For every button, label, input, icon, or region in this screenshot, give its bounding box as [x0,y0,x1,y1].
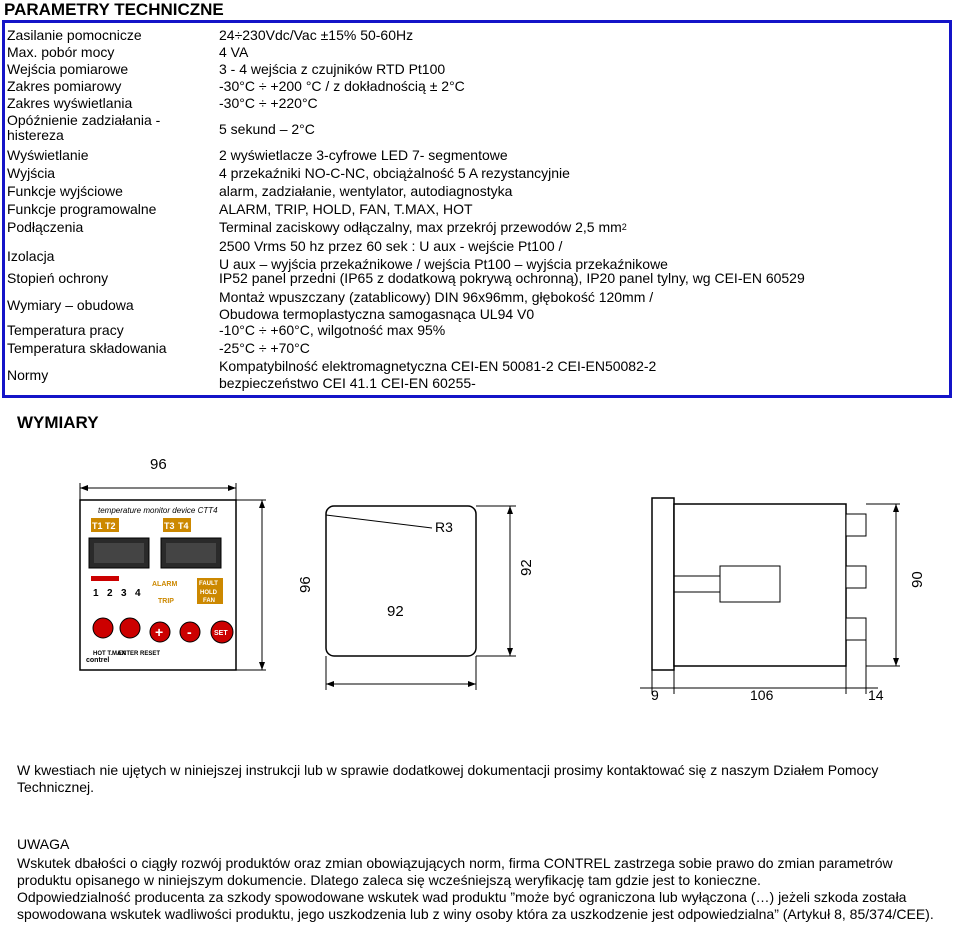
trip-label: TRIP [158,598,174,605]
spec-label: Wyjścia [7,165,56,181]
spec-label: Wyświetlanie [7,147,89,163]
spec-value: -10°C ÷ +60°C, wilgotność max 95% [219,322,446,338]
spec-table [2,20,952,398]
display-screen [166,543,216,563]
spec-label: Funkcje wyjściowe [7,183,123,199]
arrow-icon [259,662,265,670]
spec-value: Montaż wpuszczany (zatablicowy) DIN 96x96mm, głębokość 120mm / [219,289,654,305]
spec-value: 5 sekund – 2°C [219,121,315,137]
spec-value: -30°C ÷ +220°C [219,95,318,111]
hot-tmax-button [93,618,113,638]
side-bezel [652,498,674,670]
dim-depth-a: 9 [651,687,659,703]
spec-label: Max. pobór mocy [7,44,115,60]
brand-logo: contrel [86,657,110,664]
arrow-icon [893,504,899,512]
spec-row [7,290,947,324]
t-label: T1 [92,521,103,531]
spec-value: 3 - 4 wejścia z czujników RTD Pt100 [219,61,446,77]
enter-reset-button [120,618,140,638]
spec-value: 24÷230Vdc/Vac ±15% 50-60Hz [219,27,414,43]
terminal-block [846,566,866,588]
warning-text-2: Odpowiedzialność producenta za szkody spowodowane wskutek wad produktu ”może być ograniczona lub wyłączona (…) jeżeli szkoda została spowodowana wskutek wadliwości produktu, jego uszkodzenia lub z winy osoby która za uszkodzenie jest odpowiedzialna” (Artykuł 8, 85/374/CEE). [17,889,934,922]
panel-cutout [326,506,476,656]
spec-value-sup: 2 [621,222,627,232]
arrow-icon [80,485,88,491]
indicator-bar [91,576,119,581]
spec-value [219,220,947,235]
spec-value: 2500 Vrms 50 hz przez 60 sek : U aux - wejście Pt100 / [219,238,563,254]
dim-cutout-width: 92 [387,603,404,620]
dimension-drawing [70,448,940,708]
button-label: HOT T.MAX [93,651,126,657]
t-label: T4 [178,521,189,531]
output-number: 1 [93,588,99,599]
button-label: ENTER RESET [118,651,161,657]
side-clip [720,566,780,602]
output-number: 2 [107,588,113,599]
spec-row [7,359,947,393]
warning-heading: UWAGA [17,836,70,852]
spec-value-text: Terminal zaciskowy odłączalny, max przekrój przewodów 2,5 mm [219,219,622,235]
button-label: SET [214,630,228,637]
output-number: 3 [121,588,127,599]
terminal-block [846,618,866,640]
spec-value: -25°C ÷ +70°C [219,340,310,356]
spec-value: 2 wyświetlacze 3-cyfrowe LED 7- segmentowe [219,147,508,163]
spec-label: Podłączenia [7,219,84,235]
spec-label: Wejścia pomiarowe [7,61,129,77]
spec-label: Funkcje programowalne [7,201,157,217]
hold-label: HOLD [200,590,217,596]
fan-label: FAN [203,598,215,604]
display-screen [94,543,144,563]
contact-note: W kwestiach nie ujętych w niniejszej instrukcji lub w sprawie dodatkowej dokumentacji prosimy kontaktować się z naszym Działem Pomocy Technicznej. [17,762,879,795]
spec-value: -30°C ÷ +200 °C / z dokładnością ± 2°C [219,78,465,94]
unit-label: °C [150,552,161,562]
spec-label: Wymiary – obudowa [7,297,134,313]
spec-label: Zakres wyświetlania [7,95,133,111]
alarm-label: ALARM [152,581,178,588]
terminal-block [846,514,866,536]
arrow-icon [893,658,899,666]
t-label: T3 [164,521,175,531]
dim-cutout-height: 92 [518,559,535,576]
spec-label: Stopień ochrony [7,270,109,286]
spec-value-line2: U aux – wyjścia przekaźnikowe / wejścia Pt100 – wyjścia przekaźnikowe [219,256,668,272]
spec-value: Kompatybilność elektromagnetyczna CEI-EN 50081-2 CEI-EN50082-2 [219,358,657,374]
dim-side-height: 90 [909,571,926,588]
dim-depth-b: 106 [750,687,774,703]
spec-label: Normy [7,367,49,383]
spec-value-line2: Obudowa termoplastyczna samogasnąca UL94 V0 [219,306,535,322]
spec-label: Zasilanie pomocnicze [7,27,142,43]
spec-value-line2: bezpieczeństwo CEI 41.1 CEI-EN 60255- [219,375,476,391]
dim-depth-c: 14 [868,687,884,703]
spec-value: ALARM, TRIP, HOLD, FAN, T.MAX, HOT [219,201,473,217]
dim-front-height: 96 [297,576,314,593]
spec-label: Zakres pomiarowy [7,78,122,94]
spec-row [7,113,947,145]
section-title-technical: PARAMETRY TECHNICZNE [4,0,224,19]
minus-icon: - [187,624,192,640]
warning-text-1: Wskutek dbałości o ciągły rozwój produktów oraz zmian obowiązujących norm, firma CONTREL zastrzega sobie prawo do zmian parametrów produktu opisanego w niniejszym dokumencie. Dlatego zaleca się wcześniejszą weryfikację tam gdzie jest to konieczne. [17,855,893,888]
spec-label: Temperatura pracy [7,322,124,338]
arrow-icon [468,681,476,687]
spec-row [7,239,947,273]
section-title-dimensions: WYMIARY [17,413,99,432]
arrow-icon [228,485,236,491]
spec-value: 4 przekaźniki NO-C-NC, obciążalność 5 A rezystancyjnie [219,165,570,181]
t-label: T2 [105,521,116,531]
output-number: 4 [135,588,141,599]
arrow-icon [507,648,513,656]
arrow-icon [326,681,334,687]
plus-icon: + [155,624,164,640]
fault-label: FAULT [199,581,218,587]
spec-value: IP52 panel przedni (IP65 z dodatkową pokrywą ochronną), IP20 panel tylny, wg CEI-EN 60529 [219,270,805,286]
spec-label: Opóźnienie zadziałania - histereza [7,112,161,143]
unit-label: °C [222,552,233,562]
arrow-icon [507,506,513,514]
spec-value: 4 VA [219,44,249,60]
device-title: temperature monitor device CTT4 [98,506,218,515]
spec-label: Izolacja [7,248,55,264]
spec-label: Temperatura składowania [7,340,167,356]
spec-value: alarm, zadziałanie, wentylator, autodiagnostyka [219,183,513,199]
dim-front-width: 96 [150,456,167,473]
arrow-icon [259,500,265,508]
dim-radius: R3 [435,519,453,535]
